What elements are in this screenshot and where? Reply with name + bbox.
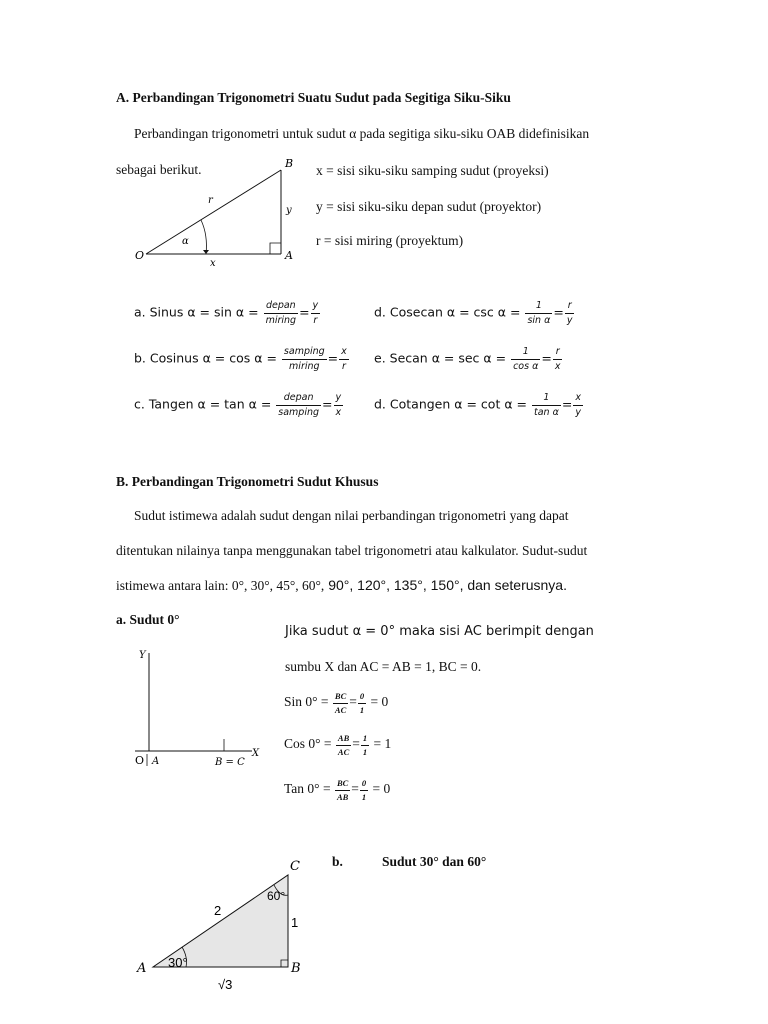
fraction-denominator: miring bbox=[265, 314, 297, 326]
sub-b-heading-text: Sudut 30° dan 60° bbox=[382, 854, 487, 869]
fraction-numerator: depan bbox=[276, 393, 321, 406]
sin-0-formula: Sin 0° = $\frac{BC}{AC}$ = $\frac{0}{1}$ = 0 bbox=[284, 691, 389, 715]
label-angle-30: 30° bbox=[168, 955, 188, 970]
label-x: x bbox=[210, 258, 216, 269]
fraction-denominator: y bbox=[575, 406, 581, 418]
label-c: C bbox=[290, 859, 300, 874]
label-side-2: 2 bbox=[214, 903, 222, 918]
fraction-numerator: BC bbox=[333, 692, 348, 704]
triangle-30-60-diagram bbox=[130, 855, 315, 995]
legend-x: x = sisi siku-siku samping sudut (proyeksi) bbox=[316, 163, 549, 178]
formula-prefix: e. Secan α = sec α = bbox=[374, 350, 507, 366]
fraction-denominator: 1 bbox=[362, 746, 368, 757]
fraction-denominator: miring bbox=[289, 360, 320, 372]
label-b-equals-c: B = C bbox=[215, 757, 245, 768]
label-a-point: A bbox=[152, 756, 160, 767]
sin-result: = 0 bbox=[370, 694, 389, 710]
formula-prefix: c. Tangen α = tan α = bbox=[134, 396, 272, 412]
label-sqrt-3: √3 bbox=[218, 977, 233, 992]
fraction-denominator: x bbox=[335, 406, 342, 418]
fraction-denominator: r bbox=[342, 360, 346, 372]
formula-prefix: d. Cosecan α = csc α = bbox=[374, 304, 521, 320]
fraction-numerator: r bbox=[553, 347, 563, 360]
fraction-denominator: AB bbox=[336, 791, 349, 802]
fraction-numerator: 1 bbox=[511, 347, 540, 360]
fraction-numerator: 0 bbox=[360, 779, 368, 791]
section-a-intro-line1: Perbandingan trigonometri untuk sudut α pada segitiga siku-siku OAB didefinisikan bbox=[134, 126, 590, 141]
label-angle-60: 60° bbox=[267, 889, 286, 903]
fraction-numerator: BC bbox=[335, 779, 350, 791]
fraction-denominator: y bbox=[566, 314, 573, 326]
formula-tangen: c. Tangen α = tan α = $\frac{\text{depan}}{\text{samping}}$ = $\frac{y}{x}$ bbox=[134, 392, 342, 418]
formula-cosinus: b. Cosinus α = cos α = $\frac{\text{samping}}{\text{miring}}$ = $\frac{x}{r}$ bbox=[134, 346, 347, 372]
fraction-numerator: depan bbox=[264, 301, 299, 314]
fraction-numerator: 0 bbox=[358, 692, 366, 704]
section-b-para-line2: ditentukan nilainya tanpa menggunakan tabel trigonometri atau kalkulator. Sudut-sudut bbox=[116, 543, 588, 558]
para-line3-serif: istimewa antara lain: 0°, 30°, 45°, 60°, bbox=[116, 578, 325, 593]
label-y: y bbox=[286, 205, 292, 216]
fraction-denominator: x bbox=[554, 360, 561, 372]
formula-prefix: d. Cotangen α = cot α = bbox=[374, 396, 528, 412]
fraction-denominator: r bbox=[313, 314, 318, 326]
label-origin: O bbox=[135, 754, 145, 767]
label-x-axis: X bbox=[252, 748, 260, 759]
section-b-para-line3 bbox=[116, 577, 567, 595]
legend-r: r = sisi miring (proyektum) bbox=[316, 233, 464, 248]
fraction-numerator: x bbox=[339, 347, 349, 360]
fraction-denominator: 1 bbox=[361, 791, 367, 802]
formula-prefix: b. Cosinus α = cos α = bbox=[134, 350, 277, 366]
sub-a-text1: Jika sudut α = 0° maka sisi AC berimpit dengan bbox=[285, 624, 594, 639]
label-a: A bbox=[137, 961, 147, 976]
cos-result: = 1 bbox=[373, 736, 392, 752]
fraction-denominator: 1 bbox=[359, 704, 365, 715]
tan-result: = 0 bbox=[372, 781, 391, 797]
angle-arc bbox=[201, 220, 206, 254]
section-b-para-line1: Sudut istimewa adalah sudut dengan nilai perbandingan trigonometri yang dapat bbox=[134, 508, 569, 523]
fraction-denominator: sin α bbox=[527, 314, 551, 326]
fraction-denominator: samping bbox=[278, 406, 320, 418]
fraction-denominator: AC bbox=[334, 704, 347, 715]
fraction-numerator: 1 bbox=[532, 393, 561, 406]
para-line3-sans: 90°, 120°, 135°, 150°, dan seterusnya. bbox=[324, 577, 567, 593]
section-a-intro-line2: sebagai berikut. bbox=[116, 162, 202, 177]
fraction-numerator: 1 bbox=[361, 734, 369, 746]
angle-arrow bbox=[203, 250, 209, 254]
right-angle-mark bbox=[270, 243, 281, 254]
fraction-numerator: y bbox=[311, 301, 321, 314]
axis-diagram-0deg bbox=[130, 645, 270, 770]
fraction-numerator: 1 bbox=[525, 301, 552, 314]
fraction-numerator: y bbox=[334, 393, 344, 406]
label-b: B bbox=[291, 961, 301, 976]
label-side-1: 1 bbox=[291, 915, 299, 930]
formula-secan: e. Secan α = sec α = $\frac{1}{\text{cos α}}$ = $\frac{r}{x}$ bbox=[374, 346, 561, 372]
sub-a-heading: a. Sudut 0° bbox=[116, 612, 180, 627]
fraction-numerator: x bbox=[573, 393, 583, 406]
formula-sinus: a. Sinus α = sin α = $\frac{\text{depan}}{\text{miring}}$ = $\frac{y}{r}$ bbox=[134, 300, 319, 326]
formula-prefix: a. Sinus α = sin α = bbox=[134, 304, 259, 320]
fraction-denominator: tan α bbox=[534, 406, 559, 418]
fraction-denominator: AC bbox=[337, 746, 350, 757]
fraction-numerator: AB bbox=[336, 734, 351, 746]
section-b-heading: B. Perbandingan Trigonometri Sudut Khusus bbox=[116, 474, 379, 489]
formula-cotangen: d. Cotangen α = cot α = $\frac{1}{\text{tan α}}$ = $\frac{x}{y}$ bbox=[374, 392, 581, 418]
sin-prefix: Sin 0° = bbox=[284, 694, 329, 710]
label-o: O bbox=[135, 249, 145, 262]
triangle-oab-diagram bbox=[130, 155, 310, 270]
cos-prefix: Cos 0° = bbox=[284, 736, 332, 752]
label-alpha: α bbox=[182, 236, 189, 247]
tan-prefix: Tan 0° = bbox=[284, 781, 331, 797]
label-r: r bbox=[208, 195, 213, 206]
legend-y: y = sisi siku-siku depan sudut (proyektor) bbox=[316, 199, 542, 214]
section-a-heading: A. Perbandingan Trigonometri Suatu Sudut pada Segitiga Siku-Siku bbox=[116, 90, 511, 105]
label-a: A bbox=[285, 249, 293, 262]
label-y-axis: Y bbox=[139, 650, 146, 661]
fraction-numerator: samping bbox=[282, 347, 327, 360]
fraction-numerator: r bbox=[565, 301, 575, 314]
sub-a-text2: sumbu X dan AC = AB = 1, BC = 0. bbox=[285, 659, 482, 674]
formula-cosecan: d. Cosecan α = csc α = $\frac{1}{\text{sin α}}$ = $\frac{r}{y}$ bbox=[374, 300, 573, 326]
sub-b-heading-letter: b. bbox=[332, 854, 343, 869]
fraction-denominator: cos α bbox=[513, 360, 539, 372]
label-b: B bbox=[285, 157, 294, 170]
cos-0-formula: Cos 0° = $\frac{AB}{AC}$ = $\frac{1}{1}$ = 1 bbox=[284, 733, 392, 757]
tan-0-formula: Tan 0° = $\frac{BC}{AB}$ = $\frac{0}{1}$ = 0 bbox=[284, 778, 391, 802]
side-r bbox=[146, 170, 281, 254]
